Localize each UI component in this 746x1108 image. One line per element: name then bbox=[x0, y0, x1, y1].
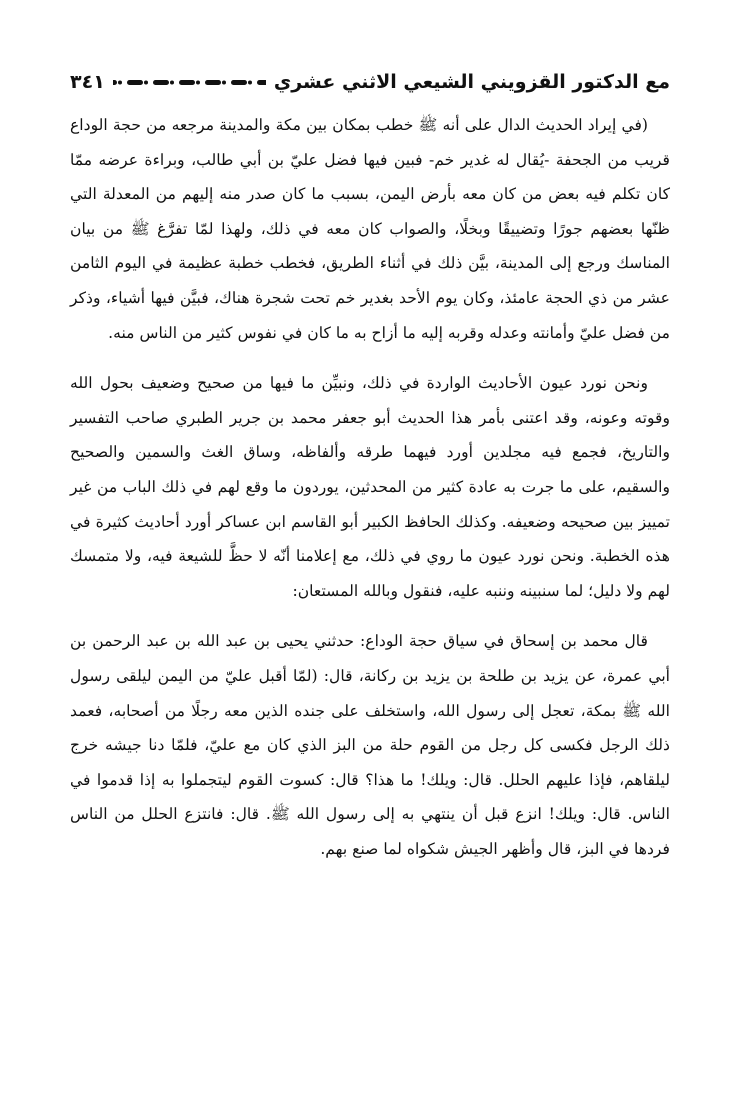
ornament-icon bbox=[178, 78, 201, 87]
ornament-icon bbox=[152, 78, 175, 87]
paragraph-3: قال محمد بن إسحاق في سياق حجة الوداع: حدثني يحيى بن عبد الله بن عبد الرحمن بن أبي عمرة، عن يزيد بن طلحة بن يزيد بن ركانة، قال: (لمّا أقبل عليّ من اليمن ليلقى رسول الله ﷺ بمكة، تعجل إلى رسول الله، واستخلف على جنده الذين معه رجلًا من أصحابه، فعمد ذلك الرجل فكسى كل رجل من القوم حلة من البز الذي كان مع عليّ، فلمّا دنا جيشه خرج ليلقاهم، فإذا عليهم الحلل. قال: ويلك! ما هذا؟ قال: كسوت القوم ليتجملوا به إذا قدموا في الناس. قال: ويلك! انزع قبل أن ينتهي به إلى رسول الله ﷺ. قال: فانتزع الحلل من الناس فردها في البز، قال وأظهر الجيش شكواه لما صنع بهم. bbox=[70, 632, 670, 858]
paragraph-1: (في إيراد الحديث الدال على أنه ﷺ خطب بمكان بين مكة والمدينة مرجعه من حجة الوداع قريب من الجحفة -يُقال له غدير خم- فبين فيها فضل عليّ بن أبي طالب، وبراءة عرضه ممّا كان تكلم فيه بعض من كان معه بأرض اليمن، بسبب ما كان صدر منه إليهم من المعدلة التي ظنّها بعضهم جورًا وتضييقًا وبخلًا، والصواب كان معه في ذلك، ولهذا لمّا تفرَّغ ﷺ من بيان المناسك ورجع إلى المدينة، بيَّن ذلك في أثناء الطريق، فخطب خطبة عظيمة في اليوم الثامن عشر من ذي الحجة عامئذ، وكان يوم الأحد بغدير خم تحت شجرة هناك، فبيَّن فيها أشياء، وذكر من فضل عليّ وأمانته وعدله وقربه إليه ما أزاح به ما كان في نفوس كثير من الناس منه. bbox=[70, 116, 670, 342]
book-page bbox=[70, 62, 670, 1072]
ornament-icon bbox=[204, 78, 227, 87]
ornament-icon bbox=[256, 78, 266, 87]
header-ornament bbox=[113, 74, 266, 90]
ornament-icon bbox=[126, 78, 149, 87]
ornament-icon bbox=[230, 78, 253, 87]
running-header bbox=[70, 62, 670, 102]
ornament-icon bbox=[113, 78, 123, 87]
paragraph-2: ونحن نورد عيون الأحاديث الواردة في ذلك، ونبيِّن ما فيها من صحيح وضعيف بحول الله وقوته وعونه، وقد اعتنى بأمر هذا الحديث أبو جعفر محمد بن جرير الطبري صاحب التفسير والتاريخ، فجمع فيه مجلدين أورد فيهما طرقه وألفاظه، وساق الغث والسمين والصحيح والسقيم، على ما جرت به عادة كثير من المحدثين، يوردون ما وقع لهم في ذلك الباب من غير تمييز بين صحيحه وضعيفه. وكذلك الحافظ الكبير أبو القاسم ابن عساكر أورد أحاديث كثيرة في هذه الخطبة. ونحن نورد عيون ما روي في ذلك، مع إعلامنا أنّه لا حظَّ للشيعة فيه، ولا متمسك لهم ولا دليل؛ لما سنبينه وننبه عليه، فنقول وبالله المستعان: bbox=[70, 374, 670, 600]
page-number: ٣٤١ bbox=[70, 71, 105, 93]
header-title: مع الدكتور القزويني الشيعي الاثني عشري bbox=[273, 71, 670, 93]
